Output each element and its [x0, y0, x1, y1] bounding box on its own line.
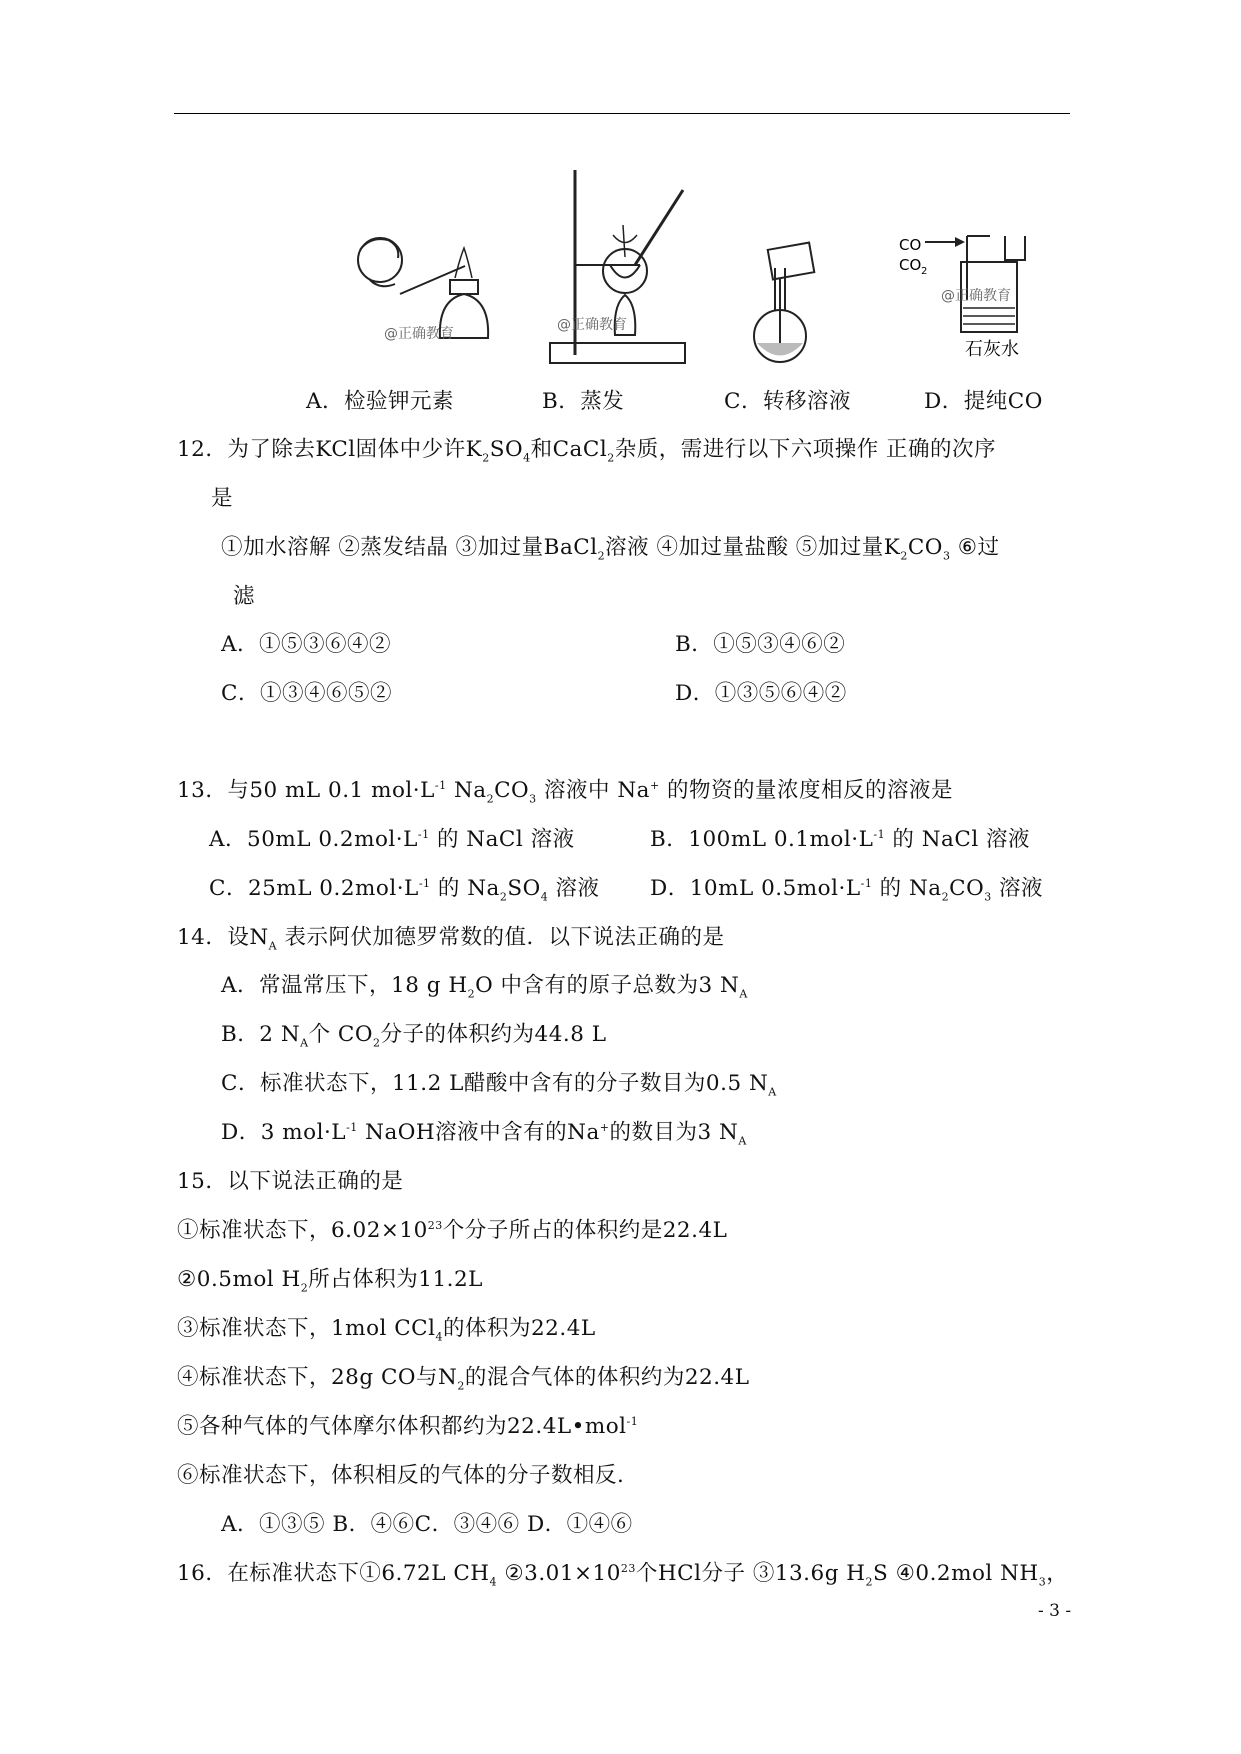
q13-option-c: C．25mL $0.2mol\cdot L^{-1}$ 的 $Na_2SO_4$ 溶液 — [209, 876, 600, 904]
co-label: CO — [899, 236, 922, 254]
caption-a: A．检验钾元素 — [306, 389, 455, 414]
q14-stem: 14．设$N_A$ 表示阿伏加德罗常数的值．以下说法正确的是 — [177, 925, 725, 953]
q13-option-b: B．100mL $0.1mol\cdot L^{-1}$ 的 NaCl 溶液 — [650, 827, 1031, 852]
q12-steps: ①加水溶解 ②蒸发结晶 ③加过量BaCl$_2$溶液 ④加过量盐酸 ⑤加过量$K_2CO_3$ ⑥过 — [221, 535, 1000, 563]
q15-statement-6: ⑥标准状态下，体积相反的气体的分子数相反. — [177, 1463, 625, 1488]
page-number: - 3 - — [1038, 1601, 1072, 1621]
q12-option-d: D．①③⑤⑥④② — [675, 681, 847, 706]
limewater-label: 石灰水 — [965, 339, 1019, 360]
q13-option-a: A．50mL $0.2mol\cdot L^{-1}$ 的 NaCl 溶液 — [209, 827, 575, 852]
header-rule — [174, 113, 1070, 114]
co2-label: CO — [899, 256, 922, 274]
q15-statement-5: ⑤各种气体的气体摩尔体积都约为22.4L•mol$^{-1}$ — [177, 1414, 639, 1439]
caption-b: B．蒸发 — [542, 389, 625, 414]
q12-option-a: A．①⑤③⑥④② — [221, 632, 392, 657]
q15-stem: 15．以下说法正确的是 — [177, 1169, 404, 1194]
q15-options: A．①③⑤ B．④⑥C．③④⑥ D．①④⑥ — [221, 1512, 633, 1537]
q13-option-d: D．10mL $0.5mol\cdot L^{-1}$ 的 $Na_2CO_3$ 溶液 — [650, 876, 1044, 904]
q15-statement-2: ②0.5mol $H_2$所占体积为11.2L — [177, 1267, 483, 1295]
q12-stem-wrap: 是 — [211, 486, 234, 511]
q15-statement-1: ①标准状态下，$6.02\times 10^{23}$个分子所占的体积约是22.4L — [177, 1218, 728, 1243]
figure-evaporation — [545, 165, 695, 370]
q12-option-c: C．①③④⑥⑤② — [221, 681, 392, 706]
q14-option-d: D．3 $mol\cdot L^{-1}$ NaOH溶液中含有的Na+的数目为3 $N_A$ — [221, 1120, 747, 1148]
figure-flame-test — [340, 228, 500, 368]
watermark-b: @正确教育 — [557, 317, 627, 333]
q12-stem: 12．为了除去KCl固体中少许$K_2SO_4$和CaCl$_2$杂质，需进行以下六项操作 正确的次序 — [177, 437, 997, 465]
caption-c: C．转移溶液 — [724, 389, 851, 414]
figure-purify-co — [895, 230, 1035, 370]
q12-option-b: B．①⑤③④⑥② — [675, 632, 846, 657]
q12-steps-wrap: 滤 — [233, 584, 256, 609]
co2-subscript: 2 — [921, 266, 928, 277]
q16-stem: 16．在标准状态下①6.72L $CH_4$ $②3.01\times 10^{23}$个HCl分子 ③13.6g $H_2S$ ④0.2mol $NH_3$， — [177, 1561, 1069, 1589]
figure-transfer — [735, 238, 835, 368]
watermark-d: @正确教育 — [941, 288, 1011, 304]
q14-option-c: C．标准状态下，11.2 L醋酸中含有的分子数目为0.5 $N_A$ — [221, 1071, 777, 1099]
q14-option-a: A．常温常压下，18 g $H_2O$ 中含有的原子总数为3 $N_A$ — [221, 973, 748, 1001]
q15-statement-4: ④标准状态下，28g CO与$N_2$的混合气体的体积约为22.4L — [177, 1365, 750, 1393]
q15-statement-3: ③标准状态下，1mol CCl$_4$的体积为22.4L — [177, 1316, 596, 1344]
q14-option-b: B．2 $N_A$个 $CO_2$分子的体积约为44.8 L — [221, 1022, 607, 1050]
caption-d: D．提纯CO — [924, 389, 1043, 414]
q13-stem: 13．与50 mL 0.1 $mol\cdot L^{-1}$ $Na_2CO_3$ 溶液中 Na+ 的物资的量浓度相反的溶液是 — [177, 778, 954, 806]
watermark-a: @正确教育 — [384, 326, 454, 342]
